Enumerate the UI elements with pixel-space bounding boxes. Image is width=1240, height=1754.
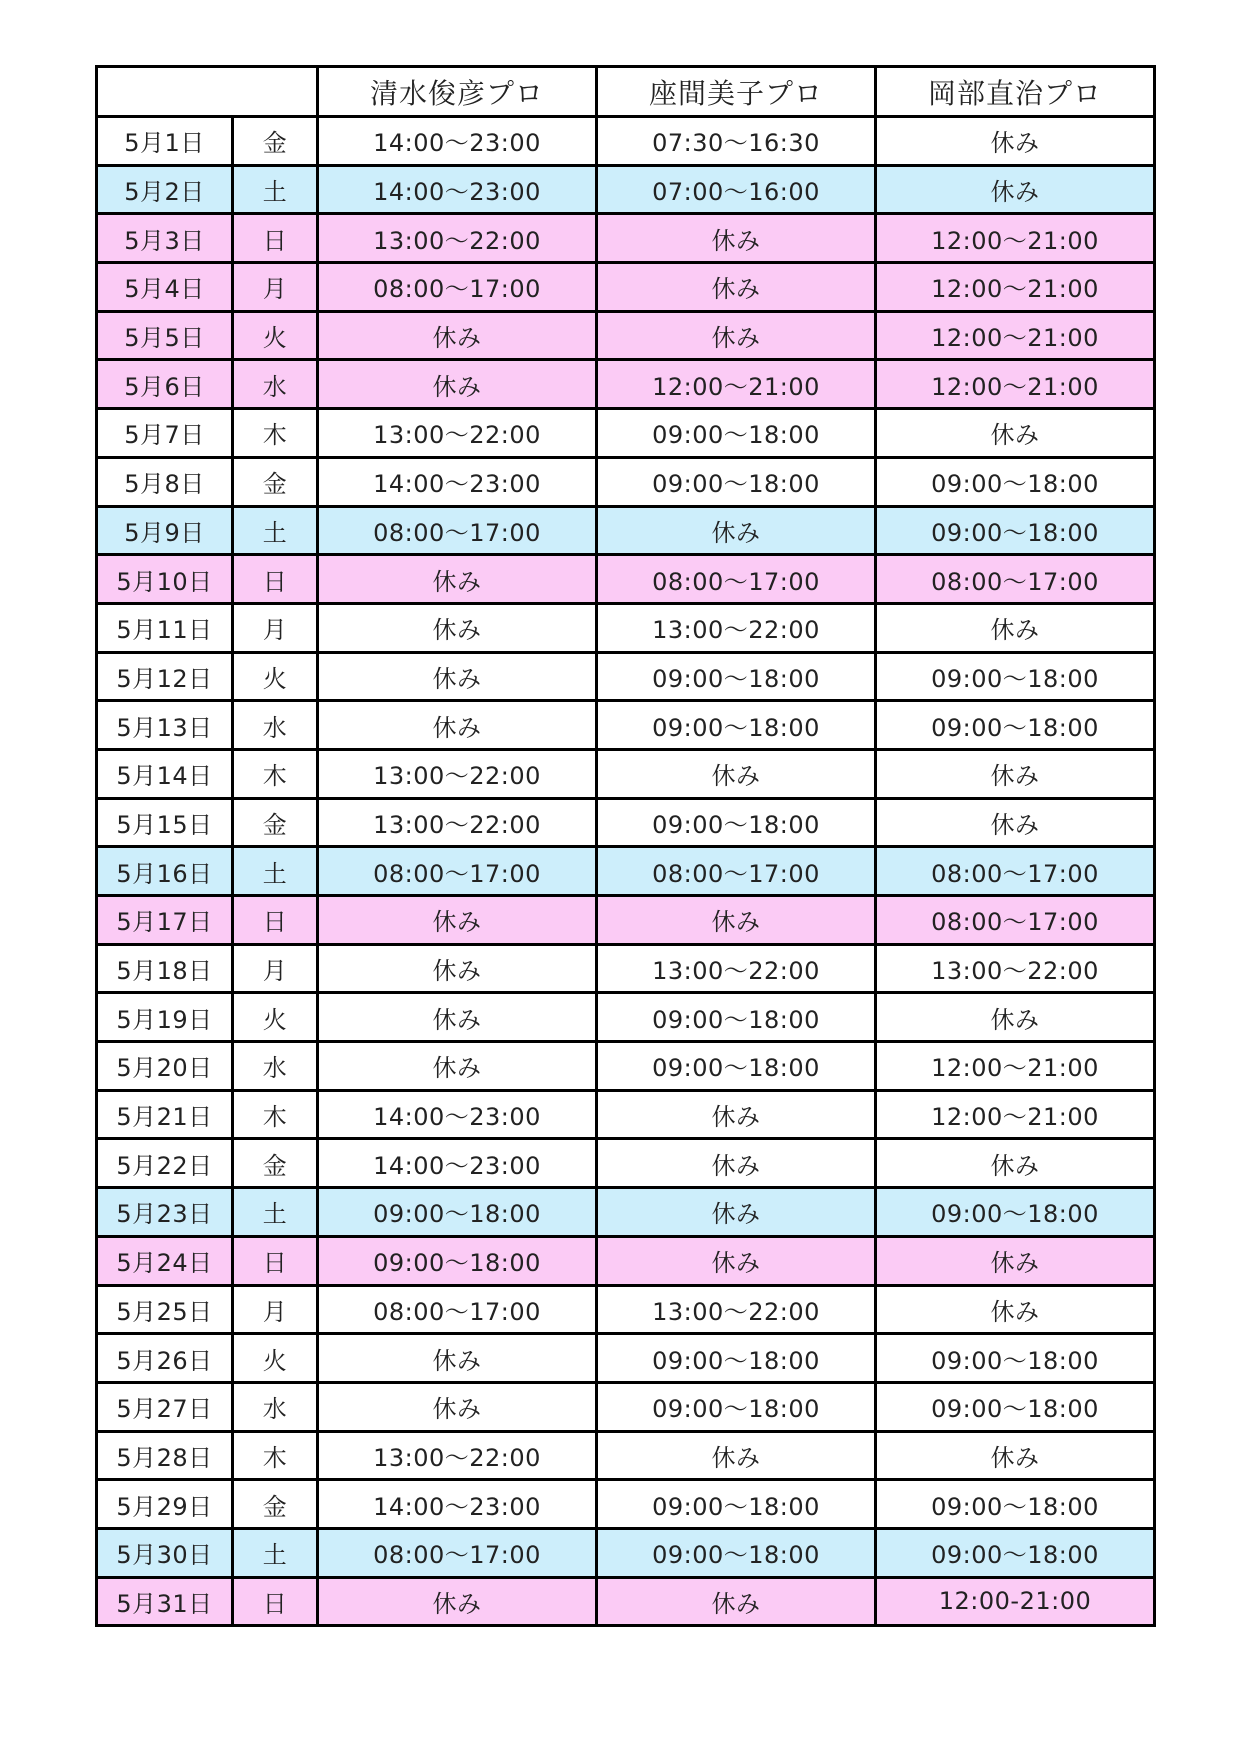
shift-cell: 休み [318, 993, 597, 1042]
date-cell: 5月23日 [97, 1188, 233, 1237]
date-cell: 5月22日 [97, 1139, 233, 1188]
date-cell: 5月14日 [97, 749, 233, 798]
shift-cell: 休み [597, 1090, 876, 1139]
shift-cell: 休み [597, 506, 876, 555]
weekday-cell: 木 [233, 1090, 318, 1139]
table-row [97, 1431, 1155, 1480]
shift-cell: 休み [318, 1577, 597, 1626]
shift-cell: 09:00～18:00 [597, 1480, 876, 1529]
weekday-cell: 月 [233, 263, 318, 312]
weekday-cell: 木 [233, 409, 318, 458]
shift-cell: 休み [876, 603, 1155, 652]
schedule-body [97, 117, 1155, 1626]
table-row [97, 993, 1155, 1042]
shift-cell: 休み [876, 1236, 1155, 1285]
date-cell: 5月26日 [97, 1334, 233, 1383]
shift-cell: 08:00～17:00 [318, 263, 597, 312]
shift-cell: 休み [597, 263, 876, 312]
weekday-cell: 月 [233, 603, 318, 652]
date-cell: 5月27日 [97, 1382, 233, 1431]
table-row [97, 214, 1155, 263]
shift-cell: 休み [876, 1285, 1155, 1334]
shift-cell: 08:00～17:00 [597, 847, 876, 896]
shift-cell: 09:00～18:00 [876, 1528, 1155, 1577]
date-cell: 5月31日 [97, 1577, 233, 1626]
shift-cell: 休み [318, 360, 597, 409]
shift-cell: 休み [318, 555, 597, 604]
header-pro-1: 清水俊彦プロ [318, 67, 597, 117]
table-row [97, 1528, 1155, 1577]
shift-cell: 13:00～22:00 [318, 798, 597, 847]
table-row [97, 1577, 1155, 1626]
table-row [97, 263, 1155, 312]
weekday-cell: 火 [233, 1334, 318, 1383]
shift-cell: 09:00～18:00 [597, 1042, 876, 1091]
shift-cell: 休み [318, 1334, 597, 1383]
table-row [97, 1285, 1155, 1334]
shift-cell: 08:00～17:00 [318, 1528, 597, 1577]
weekday-cell: 土 [233, 506, 318, 555]
shift-cell: 09:00～18:00 [597, 798, 876, 847]
shift-schedule-table [95, 65, 1156, 1627]
shift-cell: 09:00～18:00 [876, 1382, 1155, 1431]
table-row [97, 798, 1155, 847]
weekday-cell: 土 [233, 847, 318, 896]
date-cell: 5月1日 [97, 117, 233, 166]
table-row [97, 1236, 1155, 1285]
shift-cell: 09:00～18:00 [318, 1188, 597, 1237]
shift-cell: 12:00～21:00 [876, 311, 1155, 360]
table-row [97, 360, 1155, 409]
table-row [97, 701, 1155, 750]
shift-cell: 休み [597, 896, 876, 945]
header-row [97, 67, 1155, 117]
weekday-cell: 木 [233, 1431, 318, 1480]
shift-cell: 09:00～18:00 [597, 457, 876, 506]
table-row [97, 896, 1155, 945]
weekday-cell: 月 [233, 944, 318, 993]
shift-cell: 09:00～18:00 [876, 1480, 1155, 1529]
shift-cell: 13:00～22:00 [597, 944, 876, 993]
shift-cell: 休み [597, 311, 876, 360]
shift-cell: 休み [876, 749, 1155, 798]
weekday-cell: 金 [233, 457, 318, 506]
shift-cell: 13:00～22:00 [318, 1431, 597, 1480]
shift-cell: 07:00～16:00 [597, 165, 876, 214]
weekday-cell: 月 [233, 1285, 318, 1334]
shift-cell: 休み [318, 311, 597, 360]
shift-cell: 09:00～18:00 [876, 1188, 1155, 1237]
date-cell: 5月25日 [97, 1285, 233, 1334]
shift-cell: 休み [318, 896, 597, 945]
date-cell: 5月3日 [97, 214, 233, 263]
table-row [97, 1382, 1155, 1431]
weekday-cell: 水 [233, 701, 318, 750]
date-cell: 5月8日 [97, 457, 233, 506]
shift-cell: 休み [876, 1139, 1155, 1188]
weekday-cell: 土 [233, 1528, 318, 1577]
date-cell: 5月5日 [97, 311, 233, 360]
weekday-cell: 日 [233, 896, 318, 945]
weekday-cell: 水 [233, 1382, 318, 1431]
shift-cell: 13:00～22:00 [597, 1285, 876, 1334]
table-row [97, 749, 1155, 798]
table-row [97, 311, 1155, 360]
table-row [97, 1188, 1155, 1237]
table-row [97, 847, 1155, 896]
shift-cell: 休み [876, 1431, 1155, 1480]
date-cell: 5月18日 [97, 944, 233, 993]
shift-cell: 09:00～18:00 [597, 993, 876, 1042]
date-cell: 5月24日 [97, 1236, 233, 1285]
weekday-cell: 日 [233, 214, 318, 263]
shift-cell: 13:00～22:00 [597, 603, 876, 652]
table-row [97, 1090, 1155, 1139]
shift-cell: 休み [876, 117, 1155, 166]
shift-cell: 09:00～18:00 [597, 701, 876, 750]
weekday-cell: 日 [233, 1236, 318, 1285]
shift-cell: 休み [876, 409, 1155, 458]
shift-cell: 09:00～18:00 [597, 1382, 876, 1431]
shift-cell: 12:00～21:00 [876, 1090, 1155, 1139]
shift-cell: 08:00～17:00 [597, 555, 876, 604]
shift-cell: 12:00～21:00 [876, 214, 1155, 263]
table-row [97, 652, 1155, 701]
shift-cell: 09:00～18:00 [597, 409, 876, 458]
weekday-cell: 金 [233, 1480, 318, 1529]
table-row [97, 555, 1155, 604]
date-cell: 5月13日 [97, 701, 233, 750]
table-row [97, 944, 1155, 993]
table-row [97, 117, 1155, 166]
table-row [97, 506, 1155, 555]
date-cell: 5月29日 [97, 1480, 233, 1529]
shift-cell: 12:00-21:00 [876, 1577, 1155, 1626]
shift-cell: 13:00～22:00 [318, 749, 597, 798]
shift-cell: 休み [597, 214, 876, 263]
shift-cell: 09:00～18:00 [597, 1334, 876, 1383]
header-corner-cell [97, 67, 318, 117]
date-cell: 5月2日 [97, 165, 233, 214]
weekday-cell: 土 [233, 1188, 318, 1237]
header-pro-2: 座間美子プロ [597, 67, 876, 117]
shift-cell: 09:00～18:00 [876, 701, 1155, 750]
shift-cell: 08:00～17:00 [876, 896, 1155, 945]
date-cell: 5月10日 [97, 555, 233, 604]
table-row [97, 1139, 1155, 1188]
date-cell: 5月16日 [97, 847, 233, 896]
weekday-cell: 水 [233, 1042, 318, 1091]
shift-cell: 07:30～16:30 [597, 117, 876, 166]
shift-cell: 09:00～18:00 [876, 457, 1155, 506]
date-cell: 5月9日 [97, 506, 233, 555]
date-cell: 5月4日 [97, 263, 233, 312]
weekday-cell: 火 [233, 993, 318, 1042]
shift-cell: 09:00～18:00 [597, 1528, 876, 1577]
shift-cell: 12:00～21:00 [876, 263, 1155, 312]
weekday-cell: 金 [233, 117, 318, 166]
shift-cell: 09:00～18:00 [876, 1334, 1155, 1383]
shift-cell: 休み [318, 701, 597, 750]
shift-cell: 14:00～23:00 [318, 165, 597, 214]
date-cell: 5月7日 [97, 409, 233, 458]
date-cell: 5月30日 [97, 1528, 233, 1577]
shift-cell: 休み [597, 749, 876, 798]
table-row [97, 1480, 1155, 1529]
date-cell: 5月20日 [97, 1042, 233, 1091]
shift-cell: 08:00～17:00 [318, 506, 597, 555]
shift-cell: 08:00～17:00 [876, 555, 1155, 604]
shift-cell: 08:00～17:00 [318, 1285, 597, 1334]
shift-cell: 休み [876, 798, 1155, 847]
weekday-cell: 土 [233, 165, 318, 214]
shift-cell: 休み [318, 944, 597, 993]
weekday-cell: 金 [233, 1139, 318, 1188]
date-cell: 5月6日 [97, 360, 233, 409]
date-cell: 5月21日 [97, 1090, 233, 1139]
shift-cell: 休み [597, 1577, 876, 1626]
shift-cell: 休み [597, 1236, 876, 1285]
date-cell: 5月28日 [97, 1431, 233, 1480]
shift-cell: 14:00～23:00 [318, 1480, 597, 1529]
table-row [97, 603, 1155, 652]
shift-cell: 14:00～23:00 [318, 1139, 597, 1188]
shift-cell: 08:00～17:00 [876, 847, 1155, 896]
shift-cell: 休み [318, 1382, 597, 1431]
shift-cell: 休み [876, 165, 1155, 214]
table-row [97, 457, 1155, 506]
shift-cell: 休み [597, 1139, 876, 1188]
shift-cell: 09:00～18:00 [876, 506, 1155, 555]
table-row [97, 409, 1155, 458]
shift-cell: 休み [318, 1042, 597, 1091]
shift-cell: 休み [318, 652, 597, 701]
shift-cell: 13:00～22:00 [318, 409, 597, 458]
date-cell: 5月11日 [97, 603, 233, 652]
shift-cell: 12:00～21:00 [597, 360, 876, 409]
shift-cell: 休み [597, 1431, 876, 1480]
shift-cell: 休み [318, 603, 597, 652]
header-pro-3: 岡部直治プロ [876, 67, 1155, 117]
table-row [97, 1334, 1155, 1383]
weekday-cell: 金 [233, 798, 318, 847]
weekday-cell: 火 [233, 311, 318, 360]
shift-cell: 09:00～18:00 [318, 1236, 597, 1285]
weekday-cell: 火 [233, 652, 318, 701]
weekday-cell: 水 [233, 360, 318, 409]
date-cell: 5月12日 [97, 652, 233, 701]
shift-cell: 休み [876, 993, 1155, 1042]
weekday-cell: 日 [233, 555, 318, 604]
shift-cell: 13:00～22:00 [318, 214, 597, 263]
shift-cell: 休み [597, 1188, 876, 1237]
shift-cell: 13:00～22:00 [876, 944, 1155, 993]
shift-cell: 14:00～23:00 [318, 457, 597, 506]
shift-cell: 08:00～17:00 [318, 847, 597, 896]
shift-cell: 12:00～21:00 [876, 1042, 1155, 1091]
shift-cell: 12:00～21:00 [876, 360, 1155, 409]
date-cell: 5月17日 [97, 896, 233, 945]
shift-cell: 09:00～18:00 [597, 652, 876, 701]
shift-cell: 14:00～23:00 [318, 117, 597, 166]
date-cell: 5月19日 [97, 993, 233, 1042]
table-row [97, 1042, 1155, 1091]
table-row [97, 165, 1155, 214]
shift-cell: 09:00～18:00 [876, 652, 1155, 701]
weekday-cell: 木 [233, 749, 318, 798]
date-cell: 5月15日 [97, 798, 233, 847]
weekday-cell: 日 [233, 1577, 318, 1626]
shift-cell: 14:00～23:00 [318, 1090, 597, 1139]
